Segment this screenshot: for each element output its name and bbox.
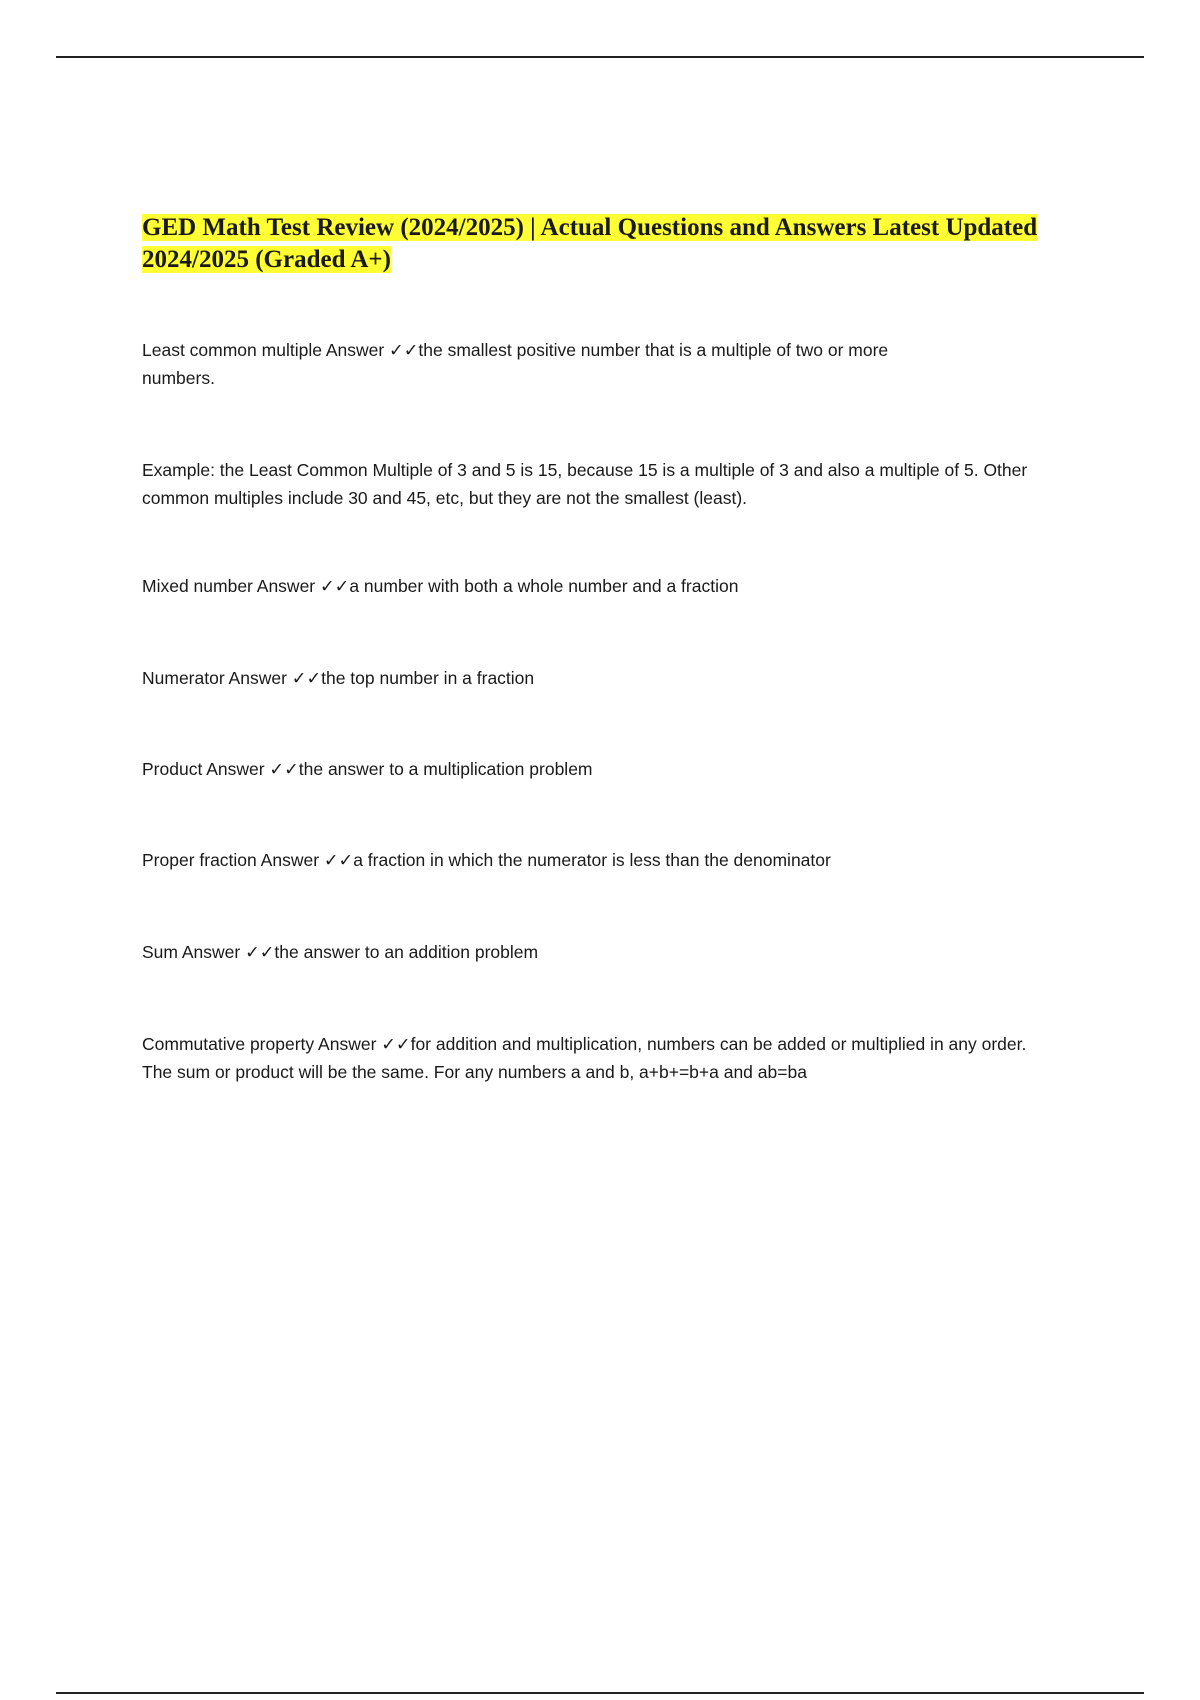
document-title (142, 212, 1042, 276)
entry-proper-fraction: Proper fraction Answer ✓✓a fraction in which the numerator is less than the denominator (142, 850, 831, 870)
entry-product: Product Answer ✓✓the answer to a multiplication problem (142, 759, 593, 779)
footer-rule (56, 1692, 1144, 1694)
entry-mixed-number: Mixed number Answer ✓✓a number with both a whole number and a fraction (142, 576, 739, 596)
entry-commutative-property: Commutative property Answer ✓✓for addition and multiplication, numbers can be added or multiplied in any order. The sum or product will be the same. For any numbers a and b, a+b+=b+a and ab=ba (142, 1034, 1027, 1082)
entry-sum: Sum Answer ✓✓the answer to an addition problem (142, 942, 539, 962)
entry-least-common-multiple: Least common multiple Answer ✓✓the smallest positive number that is a multiple of two or more numbers. (142, 340, 889, 388)
header-rule (56, 56, 1144, 58)
entry-lcm-example: Example: the Least Common Multiple of 3 and 5 is 15, because 15 is a multiple of 3 and also a multiple of 5. Other common multiples include 30 and 45, etc, but they are not the smallest (least). (142, 460, 1028, 508)
document-title-highlight: GED Math Test Review (2024/2025) | Actual Questions and Answers Latest Updated 2024/2025 (Graded A+) (142, 214, 1038, 273)
entry-numerator: Numerator Answer ✓✓the top number in a fraction (142, 668, 535, 688)
document-body (142, 212, 1042, 276)
